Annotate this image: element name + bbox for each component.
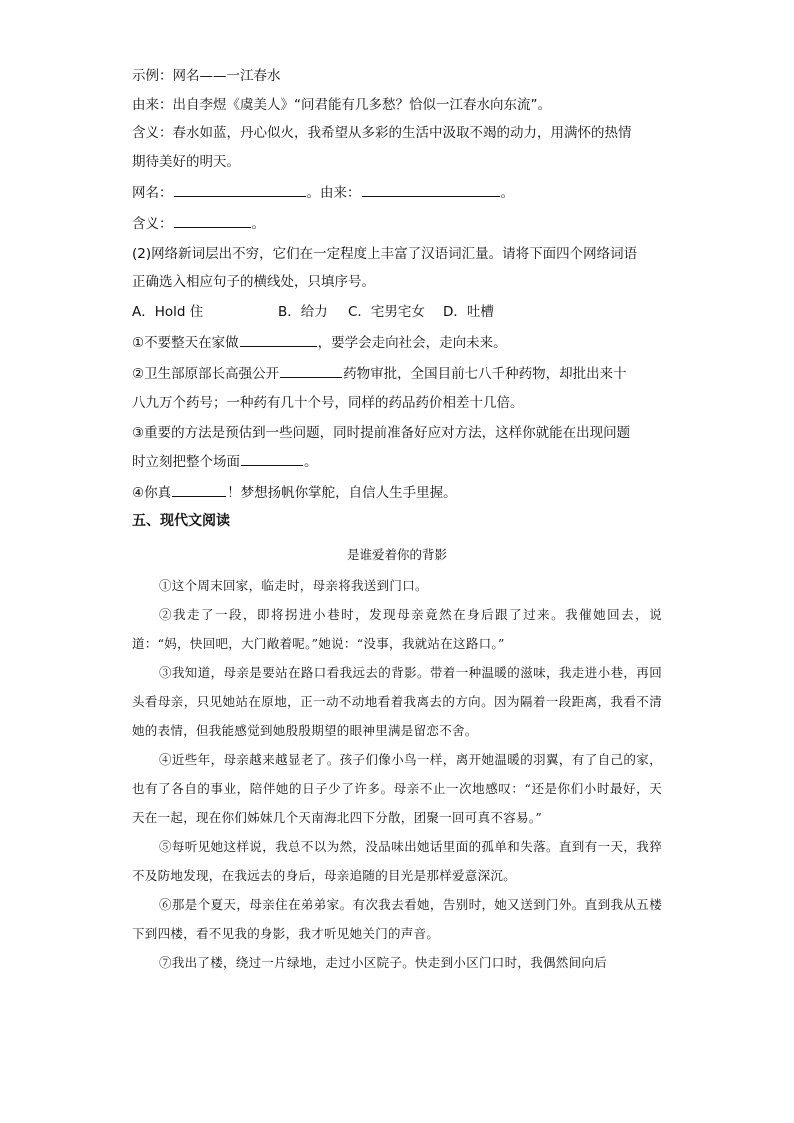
document-content [132, 66, 662, 977]
option-d: D．吐槽 [443, 304, 494, 320]
option-a: A．Hold 住 [132, 304, 204, 320]
example-title-line [132, 66, 662, 86]
essay-body [132, 571, 662, 977]
item-3-before: 时立刻把整个场面 [132, 454, 240, 470]
question2-stem-text-1: (2)网络新词层出不穷，它们在一定程度上丰富了汉语词汇量。请将下面四个网络词语 [132, 245, 638, 262]
example-meaning-label: 含义： [132, 125, 173, 141]
essay-paragraph-1: ①这个周末回家，临走时，母亲将我送到门口。 [159, 578, 428, 593]
example-meaning-line-1 [132, 123, 662, 143]
essay-paragraph-6: ⑥那是个夏天，母亲住在弟弟家。有次我去看她，告别时，她又送到门外。直到我从五楼下到四楼，看不见我的身影，我才听见她关门的声音。 [132, 897, 662, 941]
example-origin-label: 由来： [132, 96, 173, 113]
net-name-blank[interactable] [174, 182, 306, 197]
origin-blank[interactable] [362, 182, 500, 197]
item-2-line2-text: 八九万个药号；一种药有几十个号，同样的药品药价相差十几倍。 [132, 394, 524, 411]
item-1-before: ①不要整天在家做 [132, 335, 239, 351]
item-4-after: ！梦想扬帆你掌舵，自信人生手里握。 [227, 485, 457, 501]
essay-paragraph-4: ④近些年，母亲越来越显老了。孩子们像小鸟一样，离开她温暖的羽翼，有了自己的家，也有了各自的事业，陪伴她的日子少了许多。母亲不止一次地感叹：“还是你们小时最好，天天在一起，现在你们姊妹几个天南海北四下分散，团聚一回可真不容易。” [132, 752, 662, 825]
question2-stem-line-1 [132, 244, 662, 264]
example-meaning-text-1: 春水如蓝，丹心似火，我希望从多彩的生活中汲取不竭的动力，用满怀的热情 [172, 125, 632, 141]
essay-title: 是谁爱着你的背影 [346, 547, 447, 562]
item-3-line-2 [132, 451, 662, 472]
item-1-line [132, 332, 662, 353]
item-2-line-1 [132, 363, 662, 384]
meaning-blank[interactable] [174, 213, 251, 228]
item-2-blank[interactable] [280, 363, 342, 378]
fill-net-name-label: 网名： [132, 184, 173, 201]
essay-paragraph-5: ⑤每听见她这样说，我总不以为然，没品味出她话里面的孤单和失落。直到有一天，我猝不及防地发现，在我远去的身后，母亲追随的目光是那样爱意深沉。 [132, 839, 662, 883]
question2-stem-text-2: 正确选入相应句子的横线处，只填序号。 [132, 274, 375, 290]
fill-origin-label: 。由来： [306, 184, 361, 201]
question2-stem-line-2 [132, 272, 662, 292]
item-1-blank[interactable] [240, 332, 317, 347]
option-c: C．宅男宅女 [348, 304, 425, 320]
example-title-label: 示例： [132, 68, 173, 84]
example-meaning-text-2: 期待美好的明天。 [132, 153, 240, 170]
fill-meaning-end: 。 [251, 215, 265, 232]
example-meaning-line-2 [132, 152, 662, 172]
essay-paragraph-3: ③我知道，母亲是要站在路口看我远去的背影。带着一种温暖的滋味，我走进小巷，再回头看母亲，只见她站在原地，正一动不动地看着我离去的方向。因为隔着一段距离，我看不清她的表情，但我能感觉到她殷殷期望的眼神里满是留恋不舍。 [132, 665, 662, 738]
essay-paragraph-2: ②我走了一段，即将拐进小巷时，发现母亲竟然在身后跟了过来。我催她回去，说道：“妈，快回吧，大门敞着呢。”她说：“没事，我就站在这路口。” [132, 607, 662, 651]
item-3-line-1 [132, 423, 662, 443]
item-3-line1-text: ③重要的方法是预估到一些问题，同时提前准备好应对方法，这样你就能在出现问题 [132, 424, 631, 441]
item-4-before: ④你真 [132, 485, 172, 501]
fill-meaning-line [132, 213, 662, 234]
item-3-blank[interactable] [241, 451, 303, 466]
item-4-line [132, 482, 662, 503]
item-2-before: ②卫生部原部长高强公开 [132, 366, 280, 382]
example-origin-value: 出自李煜《虞美人》“问君能有几多愁？恰似一江春水向东流”。 [172, 96, 551, 113]
question2-options [132, 302, 662, 322]
option-b: B．给力 [278, 304, 328, 320]
example-title-value: 网名——一江春水 [172, 68, 281, 84]
fill-net-name-line [132, 182, 662, 203]
example-origin-line [132, 95, 662, 115]
fill-meaning-label: 含义： [132, 215, 173, 232]
section-5-heading: 五、现代文阅读 [132, 513, 230, 529]
item-4-blank[interactable] [172, 482, 226, 497]
item-1-after: ，要学会走向社会，走向未来。 [317, 335, 507, 351]
item-3-after: 。 [304, 454, 318, 470]
fill-origin-end: 。 [500, 184, 514, 201]
essay-paragraph-7: ⑦我出了楼，绕过一片绿地，走过小区院子。快走到小区门口时，我偶然间向后 [159, 955, 608, 970]
item-2-after: 药物审批，全国目前七八千种药物，却批出来十 [343, 366, 627, 382]
item-2-line-2 [132, 393, 662, 413]
